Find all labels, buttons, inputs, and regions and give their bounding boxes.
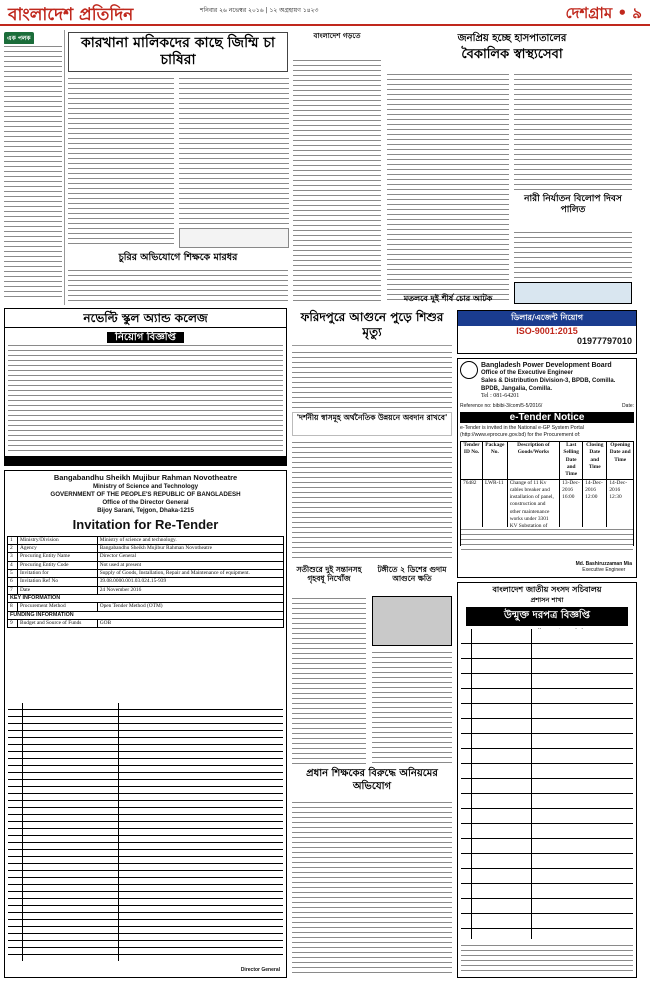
hospital-text-1	[387, 72, 509, 304]
bpdb-tender-notice: Bangladesh Power Development Board Office of the Executive Engineer Sales & Distribution Division-3, BPDB, Comilla. BPDB, Jangalia, Comilla. Tel : 081-64201 Reference no: bibibi-3/com/5-5/2016/ Date: e-Tender Notice e-Tender is invited in the National e-GP System Portal (http://www.eprocure.gov.bd) for the Procurement of: Tender ID No. Package No. Description of Goods/Works Last Selling Date and Time Closing Date and Time Opening Date and Time 76482 LWR-11 Change of 11 Kv cables breaker and installation of panel, construction and other maintenance works under 3301 13-Dec-2016 16:00 14-Dec-2016 12:00 14-Dec-2016 12:30 Md. Bashiruzzaman Mia Executive Engineer	[457, 358, 637, 578]
hospital-headline-block: জনপ্রিয় হচ্ছে হাসপাতালের বৈকালিক স্বাস্থ্যসেবা	[457, 33, 567, 62]
tea-story-text-1	[68, 76, 174, 248]
pull-quote	[179, 228, 289, 248]
trucks-photo	[372, 596, 452, 646]
quote-headline: 'দর্শনীয় স্বাসমূহ অর্থনৈতিক উন্নয়নে অবদান রাখবে'	[292, 412, 452, 436]
newspaper-logo: বাংলাদেশ প্রতিদিন	[8, 5, 134, 25]
headmaster-story-text	[292, 800, 452, 976]
college-name: নভেল্টি স্কুল অ্যান্ড কলেজ	[83, 311, 208, 325]
invitation-title: Invitation for Re-Tender	[72, 517, 219, 532]
fire-story-text	[292, 350, 452, 410]
open-tender-title: উন্মুক্ত দরপত্র বিজ্ঞপ্তি	[466, 607, 628, 626]
issue-date: শনিবার ২৬ নভেম্বর ২০১৬ | ১২ অগ্রহায়ণ ১৪২৩	[200, 7, 319, 14]
teacher-story-text	[68, 268, 288, 304]
masthead	[0, 0, 650, 26]
recruitment-title: নিয়োগ বিজ্ঞপ্তি	[107, 332, 184, 343]
etender-title: e-Tender Notice	[460, 412, 634, 423]
bpdb-logo-icon	[460, 361, 478, 379]
brief-tag: এক পলক	[4, 32, 34, 45]
tea-story-text-2	[179, 76, 289, 226]
parliament-tender-ad: বাংলাদেশ জাতীয় সংসদ সচিবালয় প্রশাসন শাখা উন্মুক্ত দরপত্র বিজ্ঞপ্তি	[457, 582, 637, 978]
nari-story-text	[514, 230, 632, 278]
invitation-table: 1 Ministry/Division Ministry of science and technology. 2 Agency Bangabandhu Sheikh Mujibur Rahman Novotheatre 3 Procuring Entity Name Director General 4 Procuring Entity Code Not used at present 5 Invitation for Supply of Goods, Installation, Repair and Maintenance of equipment. 6 Invitation Ref No 39.08.0000.001.03.024.15-939 7 Date 24 November 2016 KEY INFORMATION 8 Procurement Method Open Tender Method (OTM) FUNDING INFORMATION 9 Budget and Source of Funds GOB	[7, 536, 284, 628]
brief-text	[4, 44, 62, 300]
teacher-story-headline: চুরির অভিযোগে শিক্ষকে মারধর	[118, 252, 238, 263]
dealer-ad: ডিলার/এজেন্ট নিয়োগ ISO-9001:2015 01977797010	[457, 310, 637, 354]
strip-headline: মতলবে দুই শীর্ষ চোর আটক	[403, 294, 493, 303]
nari-headline-block: নারী নির্যাতন বিলোপ দিবস পালিত	[524, 194, 622, 215]
tender-table: Tender ID No. Package No. Description of Goods/Works Last Selling Date and Time Closing Date and Time Opening Date and Time 76482 LWR-11 Change of 11 Kv cables breaker and installation of panel, construction and other maintenance works under 3301 13-Dec-2016 16:00 14-Dec-2016 12:00 14-Dec-2016 12:30	[460, 441, 634, 546]
novotheatre-retender-notice: Bangabandhu Sheikh Mujibur Rahman Novotheatre Ministry of Science and Technology GOVERNMENT OF THE PEOPLE'S REPUBLIC OF BANGLADESH Office of the Director General Bijoy Sarani, Tejgon, Dhaka-1215 Invitation for Re-Tender 1 Ministry/Division Ministry of science and technology. 2 Agency Bangabandhu Sheikh Mujibur Rahman Novotheatre 3 Procuring Entity Name Director General 4 Procuring Entity Code Not used at present 5 Invitation for Supply of Goods, Installation, Repair and Maintenance of equipment. 6 Invitation Ref No 39.08.0000.001.03.024.15-939 7 Date 24 November 2016 KEY INFORMATION 8 Procurement Method Open Tender Method (OTM) FUNDING INFORMATION 9 Budget and Source of Funds GOB Director General	[4, 470, 287, 978]
quote-story-text	[292, 440, 452, 560]
tea-headline: কারখানা মালিকদের কাছে জিম্মি চা চাষিরা	[81, 35, 275, 68]
middle-kicker: বাংলাদেশ গড়তে	[313, 32, 361, 40]
section-title: দেশগ্রাম • ৯	[565, 4, 642, 22]
headmaster-headline-block: প্রধান শিক্ষকের বিরুদ্ধে অনিয়মের অভিযোগ	[306, 768, 438, 792]
trucks-headline-block: টঙ্গীতে ২ ডিশের গুদাম আগুনে ক্ষতি	[377, 565, 447, 584]
fire-headline-block: ফরিদপুরে আগুনে পুড়ে শিশুর মৃত্যু	[292, 310, 452, 346]
news-photo	[514, 282, 632, 304]
satkhira-story-text	[292, 596, 366, 764]
satkhira-headline-block: সতীশুরে দুই সন্তানসহ গৃহবধূ নিখোঁজ	[296, 565, 362, 584]
tea-story-headline-box	[68, 32, 288, 72]
left-brief-column	[4, 32, 62, 300]
trucks-story-text	[372, 650, 452, 764]
middle-story-text	[293, 58, 381, 304]
hospital-text-2	[514, 72, 632, 192]
college-recruitment-ad	[4, 308, 287, 466]
